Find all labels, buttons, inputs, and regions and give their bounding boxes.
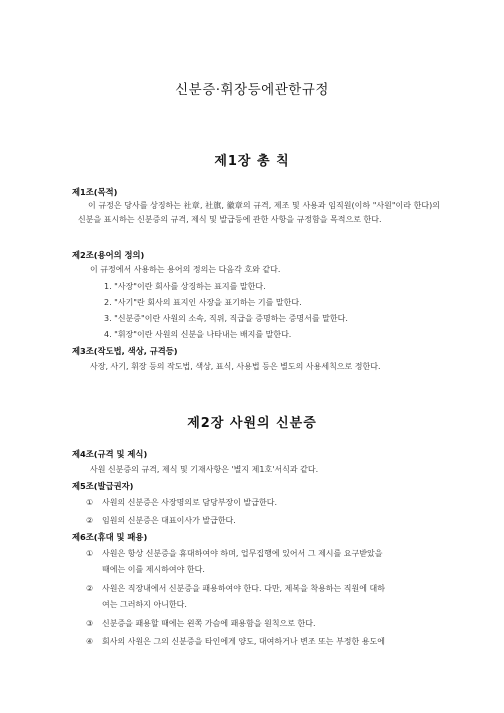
item-text: 신분증을 패용할 때에는 왼쪽 가슴에 패용함을 원칙으로 한다. bbox=[102, 619, 316, 628]
article-1-paragraph: 이 규정은 당사를 상징하는 社章, 社旗, 徽章의 규격, 제조 및 사용과 임직원(이하 "사원"이라 한다)의 신분을 표시하는 신분증의 규격, 제식 및 발급등에 관한 사항을 규정함을 목적으로 한다. bbox=[78, 201, 440, 224]
item-continuation: 여는 그러하지 아니한다. bbox=[102, 600, 187, 609]
article-2-item: 2. "사기"란 회사의 표지인 사장을 표기하는 기를 말한다. bbox=[104, 298, 302, 307]
article-5-item bbox=[86, 495, 446, 511]
article-5-item bbox=[86, 513, 446, 529]
article-2-intro: 이 규정에서 사용하는 용어의 정의는 다음각 호와 같다. bbox=[90, 265, 281, 274]
item-text: 회사의 사원은 그의 신분증을 타인에게 양도, 대여하거나 변조 또는 부정한 용도에 bbox=[102, 637, 385, 646]
item-text: 사원의 신분증은 사장명의로 담당부장이 발급한다. bbox=[102, 498, 278, 507]
item-number: ① bbox=[86, 549, 94, 558]
chapter-1-heading: 제1장 총 칙 bbox=[214, 154, 290, 169]
article-6-item bbox=[86, 581, 446, 613]
article-3-paragraph: 사장, 사기, 휘장 등의 작도법, 색상, 표식, 사용법 등은 별도의 사용세칙으로 정한다. bbox=[90, 362, 381, 371]
article-4-title: 제4조(규격 및 제식) bbox=[72, 449, 148, 459]
article-5-title: 제5조(발급권자) bbox=[72, 481, 134, 491]
article-4-paragraph: 사원 신분증의 규격, 제식 및 기재사항은 '별지 제1호'서식과 같다. bbox=[90, 465, 319, 474]
article-2-title: 제2조(용어의 정의) bbox=[72, 250, 145, 260]
item-number: ② bbox=[86, 516, 94, 525]
item-number: ③ bbox=[86, 619, 94, 628]
article-6-item bbox=[86, 616, 446, 632]
item-number: ④ bbox=[86, 637, 94, 646]
article-6-title: 제6조(휴대 및 패용) bbox=[72, 532, 148, 542]
item-text: 임원의 신분증은 대표이사가 발급한다. bbox=[102, 516, 236, 525]
article-3-title: 제3조(작도법, 색상, 규격등) bbox=[72, 346, 178, 356]
chapter-2-heading: 제2장 사원의 신분증 bbox=[187, 416, 317, 431]
document-title: 신분증·휘장등에관한규정 bbox=[175, 82, 329, 98]
article-1-title: 제1조(목적) bbox=[72, 187, 118, 197]
article-2-item: 1. "사장"이란 회사를 상징하는 표지를 말한다. bbox=[104, 282, 266, 291]
article-6-item bbox=[86, 546, 446, 578]
article-6-item bbox=[86, 634, 446, 650]
item-continuation: 때에는 이를 제시하여야 한다. bbox=[102, 565, 205, 574]
item-text: 사원은 항상 신분증을 휴대하여야 하며, 업무집행에 있어서 그 제시를 요구받았을 bbox=[102, 549, 383, 558]
article-2-item: 3. "신분증"이란 사원의 소속, 직위, 직급을 증명하는 증명서를 말한다. bbox=[104, 314, 348, 323]
item-number: ② bbox=[86, 584, 94, 593]
article-2-item: 4. "휘장"이란 사원의 신분을 나타내는 배지를 말한다. bbox=[104, 330, 292, 339]
item-number: ① bbox=[86, 498, 94, 507]
item-text: 사원은 직장내에서 신분증을 패용하여야 한다. 다만, 제복을 착용하는 직원에 대하 bbox=[102, 584, 385, 593]
